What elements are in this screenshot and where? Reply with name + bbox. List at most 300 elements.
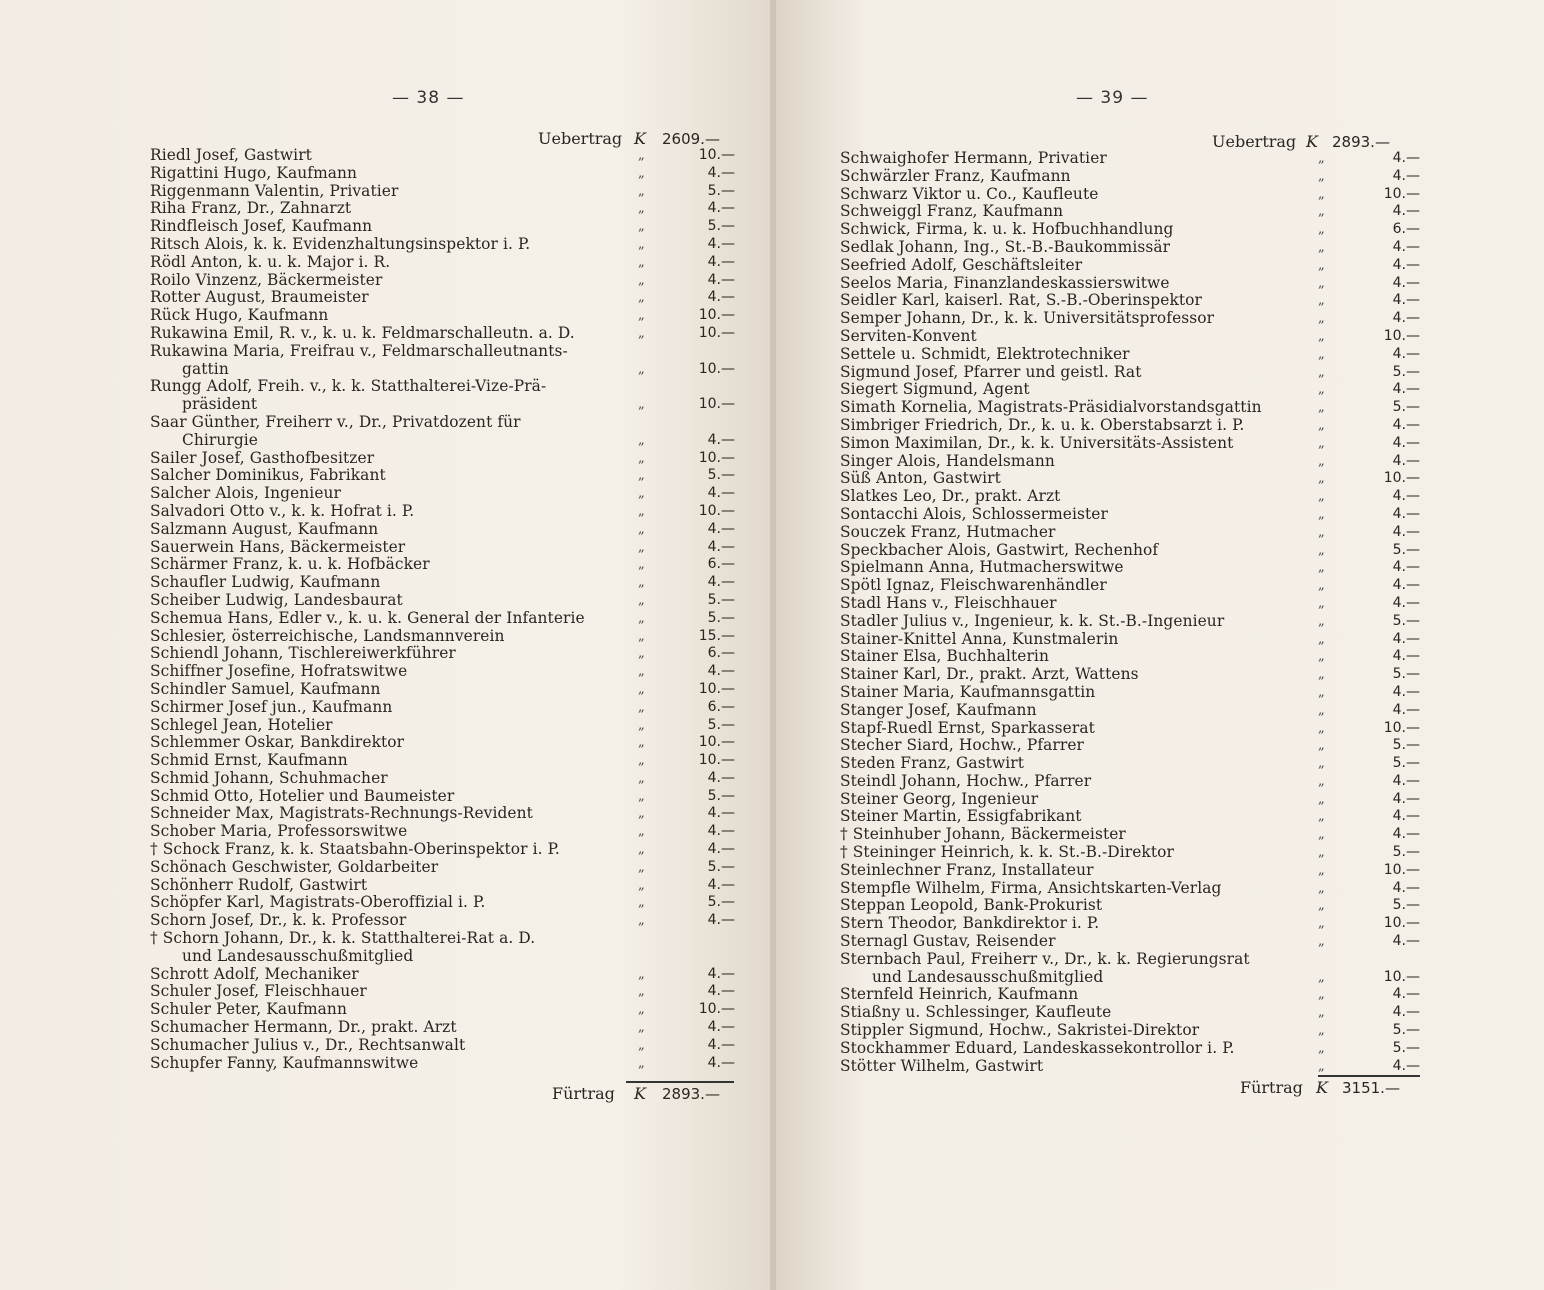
ditto-mark: „: [638, 432, 645, 448]
donor-list: [840, 150, 1420, 1075]
ditto-mark: „: [1318, 417, 1325, 433]
donor-name: Stanger Josef, Kaufmann: [840, 700, 1037, 719]
list-item: [840, 1058, 1420, 1076]
donor-name: Rukawina Maria, Freifrau v., Feldmarschalleutnants-: [150, 341, 568, 360]
donation-amount: 5.—: [707, 787, 735, 804]
donor-name: Roilo Vinzenz, Bäckermeister: [150, 270, 383, 289]
list-item: [150, 894, 735, 912]
ditto-mark: „: [1318, 435, 1325, 451]
ditto-mark: „: [638, 201, 645, 217]
list-item: [150, 734, 735, 752]
donation-amount: 10.—: [1383, 968, 1420, 985]
list-item: [840, 310, 1420, 328]
donor-name: Schwärzler Franz, Kaufmann: [840, 166, 1071, 185]
ditto-mark: „: [1318, 560, 1325, 576]
donation-amount: 4.—: [707, 235, 735, 252]
ditto-mark: „: [1318, 239, 1325, 255]
ditto-mark: „: [638, 895, 645, 911]
donation-amount: 5.—: [1392, 541, 1420, 558]
ditto-mark: „: [1318, 738, 1325, 754]
list-item: [840, 1040, 1420, 1058]
donor-name: Rindfleisch Josef, Kaufmann: [150, 217, 373, 236]
donor-name: Scheiber Ludwig, Landesbaurat: [150, 590, 403, 609]
ditto-mark: „: [1318, 346, 1325, 362]
donation-amount: 4.—: [1392, 505, 1420, 522]
list-item: [150, 983, 735, 1001]
donation-amount: 4.—: [707, 1054, 735, 1071]
list-item: [840, 844, 1420, 862]
list-item: [150, 361, 735, 379]
ditto-mark: „: [638, 575, 645, 591]
list-item: [840, 808, 1420, 826]
ditto-mark: „: [638, 308, 645, 324]
donor-name: Seefried Adolf, Geschäftsleiter: [840, 255, 1083, 274]
ditto-mark: „: [638, 361, 645, 377]
donation-amount: 10.—: [698, 752, 735, 769]
donor-name: † Steininger Heinrich, k. k. St.-B.-Direktor: [840, 843, 1174, 862]
list-item: [840, 221, 1420, 239]
list-item: [150, 681, 735, 699]
donor-name: Schönach Geschwister, Goldarbeiter: [150, 857, 439, 876]
donor-name: Schwarz Viktor u. Co., Kaufleute: [840, 184, 1099, 203]
list-item: [840, 150, 1420, 168]
list-item: [150, 200, 735, 218]
donor-name: Schuler Josef, Fleischhauer: [150, 982, 367, 1001]
donor-name: † Schock Franz, k. k. Staatsbahn-Oberinspektor i. P.: [150, 840, 560, 859]
donation-amount: 4.—: [1392, 630, 1420, 647]
list-item: [150, 396, 735, 414]
list-item: [840, 648, 1420, 666]
ditto-mark: „: [638, 272, 645, 288]
list-item: [840, 986, 1420, 1004]
donation-amount: 5.—: [1392, 737, 1420, 754]
donor-name: Schupfer Fanny, Kaufmannswitwe: [150, 1053, 419, 1072]
ditto-mark: „: [1318, 969, 1325, 985]
list-item: [150, 1019, 735, 1037]
donor-name: Salzmann August, Kaufmann: [150, 519, 379, 538]
ditto-mark: „: [1318, 328, 1325, 344]
donor-name: † Steinhuber Johann, Bäckermeister: [840, 825, 1126, 844]
donation-amount: 4.—: [707, 574, 735, 591]
ditto-mark: „: [1318, 649, 1325, 665]
ditto-mark: „: [1318, 382, 1325, 398]
donation-amount: 10.—: [698, 324, 735, 341]
donor-name: Simbriger Friedrich, Dr., k. u. k. Oberstabsarzt i. P.: [840, 415, 1245, 434]
list-item: [150, 218, 735, 236]
ditto-mark: „: [1318, 667, 1325, 683]
ditto-mark: „: [1318, 684, 1325, 700]
total-label: Fürtrag: [1240, 1078, 1303, 1097]
donor-name: Siegert Sigmund, Agent: [840, 380, 1030, 399]
list-item: [840, 897, 1420, 915]
donation-amount: 4.—: [1392, 808, 1420, 825]
donor-name: Schlegel Jean, Hotelier: [150, 715, 333, 734]
list-item: [150, 236, 735, 254]
donation-amount: 4.—: [1392, 701, 1420, 718]
ditto-mark: „: [1318, 720, 1325, 736]
currency-symbol: K: [634, 1084, 646, 1103]
donor-name: † Schorn Johann, Dr., k. k. Statthalterei-Rat a. D.: [150, 929, 536, 948]
ditto-mark: „: [638, 842, 645, 858]
donation-amount: 10.—: [1383, 185, 1420, 202]
ditto-mark: „: [1318, 293, 1325, 309]
list-item: [840, 933, 1420, 951]
donor-name: Stainer Karl, Dr., prakt. Arzt, Wattens: [840, 665, 1139, 684]
donation-amount: 10.—: [1383, 327, 1420, 344]
donor-name: und Landesausschußmitglied: [872, 967, 1104, 986]
donation-amount: 10.—: [698, 396, 735, 413]
ditto-mark: „: [638, 664, 645, 680]
donation-amount: 4.—: [707, 253, 735, 270]
donor-name: Salcher Alois, Ingenieur: [150, 484, 342, 503]
donation-amount: 10.—: [698, 147, 735, 163]
ditto-mark: „: [638, 699, 645, 715]
list-item: [150, 503, 735, 521]
donation-amount: 5.—: [707, 182, 735, 199]
page-number: — 39 —: [1076, 88, 1149, 108]
donor-name: Stecher Siard, Hochw., Pfarrer: [840, 736, 1085, 755]
donor-name: präsident: [182, 395, 258, 414]
list-item: [150, 289, 735, 307]
list-item: [150, 663, 735, 681]
donation-amount: 4.—: [707, 431, 735, 448]
donor-name: Schwick, Firma, k. u. k. Hofbuchhandlung: [840, 220, 1174, 239]
ditto-mark: „: [1318, 1040, 1325, 1056]
ditto-mark: „: [1318, 827, 1325, 843]
ditto-mark: „: [638, 557, 645, 573]
donor-name: Riggenmann Valentin, Privatier: [150, 181, 399, 200]
ditto-mark: „: [1318, 542, 1325, 558]
donor-name: Settele u. Schmidt, Elektrotechniker: [840, 344, 1130, 363]
list-item: [840, 346, 1420, 364]
donation-amount: 4.—: [1392, 434, 1420, 451]
ditto-mark: „: [638, 183, 645, 199]
list-item: [840, 595, 1420, 613]
ditto-mark: „: [638, 646, 645, 662]
donation-amount: 4.—: [1392, 381, 1420, 398]
donation-amount: 10.—: [698, 734, 735, 751]
donation-amount: 5.—: [707, 467, 735, 484]
list-item: [840, 791, 1420, 809]
list-item: [840, 915, 1420, 933]
ditto-mark: „: [638, 503, 645, 519]
donor-name: Seelos Maria, Finanzlandeskassierswitwe: [840, 273, 1170, 292]
list-item: [840, 1022, 1420, 1040]
list-item: [840, 239, 1420, 257]
donation-amount: 10.—: [1383, 719, 1420, 736]
donation-amount: 4.—: [1392, 310, 1420, 327]
donation-amount: 4.—: [707, 965, 735, 982]
ditto-mark: „: [1318, 186, 1325, 202]
ditto-mark: „: [638, 806, 645, 822]
donor-name: Saar Günther, Freiherr v., Dr., Privatdozent für: [150, 412, 521, 431]
donation-amount: 4.—: [707, 912, 735, 929]
ditto-mark: „: [638, 628, 645, 644]
ditto-mark: „: [638, 468, 645, 484]
list-item: [150, 610, 735, 628]
donation-amount: 4.—: [707, 805, 735, 822]
donation-amount: 4.—: [1392, 167, 1420, 184]
ditto-mark: „: [638, 735, 645, 751]
ditto-mark: „: [638, 1055, 645, 1071]
ditto-mark: „: [1318, 168, 1325, 184]
donation-amount: 4.—: [707, 271, 735, 288]
ditto-mark: „: [638, 788, 645, 804]
ditto-mark: „: [638, 984, 645, 1000]
donor-name: Rigattini Hugo, Kaufmann: [150, 163, 358, 182]
list-item: [150, 432, 735, 450]
list-item: [840, 969, 1420, 987]
ditto-mark: „: [638, 539, 645, 555]
list-item: [150, 930, 735, 948]
list-item: [150, 1055, 735, 1073]
donation-amount: 4.—: [707, 663, 735, 680]
list-item: [840, 488, 1420, 506]
donor-name: Stempfle Wilhelm, Firma, Ansichtskarten-Verlag: [840, 878, 1222, 897]
list-item: [840, 737, 1420, 755]
donation-amount: 5.—: [1392, 844, 1420, 861]
ditto-mark: „: [1318, 151, 1325, 166]
ditto-mark: „: [638, 254, 645, 270]
donation-amount: 10.—: [698, 680, 735, 697]
donation-amount: 4.—: [1392, 648, 1420, 665]
list-item: [840, 257, 1420, 275]
donor-name: Stippler Sigmund, Hochw., Sakristei-Direktor: [840, 1021, 1200, 1040]
ditto-mark: „: [1318, 506, 1325, 522]
currency-symbol: K: [1306, 132, 1318, 151]
donor-name: Chirurgie: [182, 430, 259, 449]
list-item: [150, 574, 735, 592]
donor-name: Schorn Josef, Dr., k. k. Professor: [150, 911, 407, 930]
ditto-mark: „: [1318, 364, 1325, 380]
list-item: [840, 453, 1420, 471]
list-item: [150, 752, 735, 770]
list-item: [840, 666, 1420, 684]
list-item: [150, 1001, 735, 1019]
ditto-mark: „: [1318, 845, 1325, 861]
carry-over-line: [0, 1084, 770, 1104]
ditto-mark: „: [638, 521, 645, 537]
ditto-mark: „: [638, 877, 645, 893]
carry-forward-line: [0, 130, 770, 148]
donor-name: Slatkes Leo, Dr., prakt. Arzt: [840, 487, 1061, 506]
ditto-mark: „: [638, 859, 645, 875]
page-number: — 38 —: [392, 88, 465, 108]
donation-amount: 5.—: [1392, 897, 1420, 914]
donation-amount: 10.—: [698, 502, 735, 519]
donor-name: Simath Kornelia, Magistrats-Präsidialvorstandsgattin: [840, 398, 1262, 417]
donor-name: Serviten-Konvent: [840, 326, 977, 345]
donor-name: Schwaighofer Hermann, Privatier: [840, 149, 1107, 167]
ditto-mark: „: [1318, 222, 1325, 238]
donor-name: Schiendl Johann, Tischlereiwerkführer: [150, 644, 456, 663]
ditto-mark: „: [638, 290, 645, 306]
list-item: [840, 328, 1420, 346]
donor-name: Schmid Ernst, Kaufmann: [150, 751, 348, 770]
donor-name: Souczek Franz, Hutmacher: [840, 522, 1056, 541]
ditto-mark: „: [638, 325, 645, 341]
donation-amount: 4.—: [707, 200, 735, 217]
donor-name: Schärmer Franz, k. u. k. Hofbäcker: [150, 555, 430, 574]
carry-label: Uebertrag: [1212, 132, 1297, 151]
list-item: [840, 506, 1420, 524]
ditto-mark: „: [638, 610, 645, 626]
list-item: [840, 720, 1420, 738]
donation-amount: 4.—: [707, 983, 735, 1000]
donor-name: Steindl Johann, Hochw., Pfarrer: [840, 771, 1092, 790]
donor-name: Sedlak Johann, Ing., St.-B.-Baukommissär: [840, 237, 1171, 256]
donor-name: Rotter August, Braumeister: [150, 288, 369, 307]
donor-name: Riedl Josef, Gastwirt: [150, 146, 312, 164]
donor-name: Süß Anton, Gastwirt: [840, 469, 1001, 488]
donation-amount: 10.—: [698, 1001, 735, 1018]
list-item: [840, 684, 1420, 702]
donor-name: Steinlechner Franz, Installateur: [840, 860, 1094, 879]
donation-amount: 5.—: [707, 609, 735, 626]
donation-amount: 4.—: [1392, 203, 1420, 220]
donor-name: Stainer-Knittel Anna, Kunstmalerin: [840, 629, 1119, 648]
donor-name: Schmid Johann, Schuhmacher: [150, 768, 388, 787]
total-amount: 2893.—: [662, 1085, 720, 1103]
left-page: [0, 0, 770, 1290]
donor-name: Schlemmer Oskar, Bankdirektor: [150, 733, 405, 752]
donor-name: Spielmann Anna, Hutmacherswitwe: [840, 558, 1124, 577]
donation-amount: 4.—: [1392, 416, 1420, 433]
carry-label: Uebertrag: [538, 129, 623, 148]
list-item: [150, 272, 735, 290]
list-item: [150, 521, 735, 539]
ditto-mark: „: [1318, 275, 1325, 291]
donation-amount: 5.—: [1392, 666, 1420, 683]
donation-amount: 5.—: [1392, 363, 1420, 380]
list-item: [840, 1004, 1420, 1022]
donation-amount: 4.—: [1392, 1057, 1420, 1074]
ditto-mark: „: [1318, 489, 1325, 505]
ditto-mark: „: [1318, 595, 1325, 611]
donation-amount: 4.—: [707, 164, 735, 181]
ditto-mark: „: [638, 966, 645, 982]
ditto-mark: „: [638, 1020, 645, 1036]
donor-name: Sigmund Josef, Pfarrer und geistl. Rat: [840, 362, 1142, 381]
ditto-mark: „: [1318, 1023, 1325, 1039]
ditto-mark: „: [638, 592, 645, 608]
list-item: [150, 1037, 735, 1055]
donor-name: Schumacher Hermann, Dr., prakt. Arzt: [150, 1018, 457, 1037]
list-item: [150, 805, 735, 823]
donation-amount: 4.—: [1392, 879, 1420, 896]
ditto-mark: „: [1318, 204, 1325, 220]
donor-name: Salvadori Otto v., k. k. Hofrat i. P.: [150, 501, 415, 520]
donation-amount: 4.—: [707, 485, 735, 502]
donor-name: Schober Maria, Professorswitwe: [150, 822, 408, 841]
ditto-mark: „: [1318, 1005, 1325, 1021]
donor-name: Sternfeld Heinrich, Kaufmann: [840, 985, 1079, 1004]
list-item: [150, 325, 735, 343]
list-item: [840, 559, 1420, 577]
right-page: [776, 0, 1544, 1290]
donation-amount: 5.—: [1392, 1039, 1420, 1056]
ditto-mark: „: [1318, 862, 1325, 878]
list-item: [150, 592, 735, 610]
donation-amount: 4.—: [1392, 452, 1420, 469]
list-item: [840, 275, 1420, 293]
donation-amount: 5.—: [707, 591, 735, 608]
donor-name: Schöpfer Karl, Magistrats-Oberoffizial i. P.: [150, 893, 486, 912]
ditto-mark: „: [1318, 773, 1325, 789]
donor-name: Schuler Peter, Kaufmann: [150, 1000, 347, 1019]
list-item: [840, 631, 1420, 649]
ditto-mark: „: [1318, 613, 1325, 629]
donation-amount: 4.—: [1392, 274, 1420, 291]
ditto-mark: „: [1318, 453, 1325, 469]
donor-name: Steden Franz, Gastwirt: [840, 754, 1025, 773]
donation-amount: 6.—: [1392, 221, 1420, 238]
list-item: [840, 292, 1420, 310]
donor-name: Stiaßny u. Schlessinger, Kaufleute: [840, 1003, 1112, 1022]
list-item: [150, 645, 735, 663]
donation-amount: 4.—: [1392, 683, 1420, 700]
donation-amount: 4.—: [1392, 577, 1420, 594]
donor-name: Sontacchi Alois, Schlossermeister: [840, 504, 1108, 523]
ditto-mark: „: [1318, 809, 1325, 825]
donor-name: Schweiggl Franz, Kaufmann: [840, 202, 1064, 221]
list-item: [840, 702, 1420, 720]
list-item: [150, 948, 735, 966]
list-item: [840, 951, 1420, 969]
ditto-mark: „: [1318, 987, 1325, 1003]
donation-amount: 5.—: [1392, 755, 1420, 772]
ditto-mark: „: [638, 681, 645, 697]
donation-amount: 10.—: [1383, 861, 1420, 878]
donor-name: Schiffner Josefine, Hofratswitwe: [150, 662, 408, 681]
donation-amount: 10.—: [698, 360, 735, 377]
total-rule: [1318, 1075, 1420, 1077]
donor-name: Schindler Samuel, Kaufmann: [150, 679, 381, 698]
donor-name: Stapf-Ruedl Ernst, Sparkasserat: [840, 718, 1095, 737]
list-item: [150, 485, 735, 503]
donation-amount: 4.—: [1392, 933, 1420, 950]
list-item: [150, 307, 735, 325]
total-rule: [626, 1081, 734, 1083]
donor-name: Steppan Leopold, Bank-Prokurist: [840, 896, 1103, 915]
list-item: [150, 841, 735, 859]
list-item: [150, 859, 735, 877]
donor-name: gattin: [182, 359, 229, 378]
donor-name: Spötl Ignaz, Fleischwarenhändler: [840, 576, 1107, 595]
ditto-mark: „: [638, 486, 645, 502]
list-item: [840, 826, 1420, 844]
donation-amount: 10.—: [698, 449, 735, 466]
ditto-mark: „: [1318, 702, 1325, 718]
list-item: [150, 699, 735, 717]
donation-amount: 10.—: [698, 307, 735, 324]
ditto-mark: „: [1318, 880, 1325, 896]
donor-name: Steiner Georg, Ingenieur: [840, 789, 1039, 808]
list-item: [840, 613, 1420, 631]
list-item: [840, 417, 1420, 435]
donation-amount: 4.—: [707, 876, 735, 893]
donor-name: Stadl Hans v., Fleischhauer: [840, 593, 1057, 612]
list-item: [150, 912, 735, 930]
donor-name: Rödl Anton, k. u. k. Major i. R.: [150, 252, 391, 271]
donation-amount: 4.—: [1392, 292, 1420, 309]
donor-name: Simon Maximilan, Dr., k. k. Universitäts-Assistent: [840, 433, 1234, 452]
donation-amount: 4.—: [707, 769, 735, 786]
ditto-mark: „: [638, 219, 645, 235]
donation-amount: 5.—: [707, 858, 735, 875]
donation-amount: 10.—: [1383, 915, 1420, 932]
ditto-mark: „: [1318, 257, 1325, 273]
